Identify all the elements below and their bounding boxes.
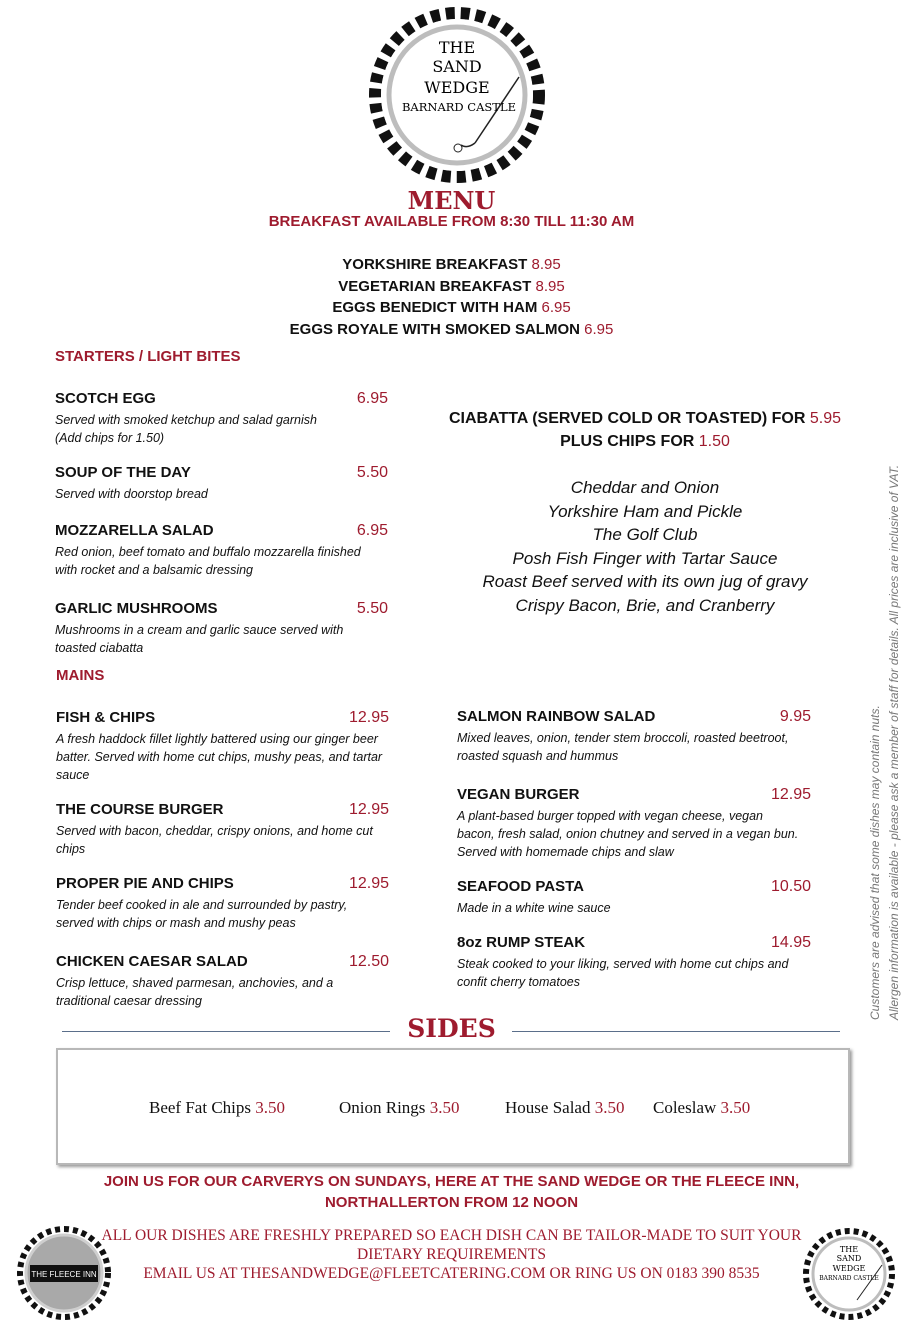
breakfast-price: 8.95 xyxy=(531,256,561,273)
side-item xyxy=(505,1098,624,1118)
item-description xyxy=(55,621,388,657)
logo-line: SAND xyxy=(432,57,482,76)
filling-item: The Golf Club xyxy=(592,525,698,544)
logo-line: THE xyxy=(438,38,476,57)
item-description xyxy=(56,896,389,932)
description-line: Served with smoked ketchup and salad garnish xyxy=(55,413,317,427)
breakfast-item xyxy=(0,276,903,298)
menu-item xyxy=(56,953,389,1010)
item-name: MOZZARELLA SALAD xyxy=(55,522,214,539)
breakfast-item xyxy=(0,319,903,341)
logo-line: THE xyxy=(839,1245,859,1254)
description-line: Tender beef cooked in ale and surrounded by pastry, xyxy=(56,898,348,912)
item-name: PROPER PIE AND CHIPS xyxy=(56,875,234,892)
description-line: batter. Served with home cut chips, mushy peas, and tartar xyxy=(56,750,383,764)
description-line: Served with homemade chips and slaw xyxy=(457,845,674,859)
breakfast-hours: BREAKFAST AVAILABLE FROM 8:30 TILL 11:30 AM xyxy=(268,213,635,230)
description-line: chips xyxy=(56,842,86,856)
description-line: Made in a white wine sauce xyxy=(457,901,611,915)
item-price: 10.50 xyxy=(770,878,811,895)
item-price: 6.95 xyxy=(356,522,388,539)
description-line: sauce xyxy=(56,768,90,782)
side-item xyxy=(149,1098,285,1118)
item-description xyxy=(55,411,388,447)
description-line: Mixed leaves, onion, tender stem broccoli, roasted beetroot, xyxy=(457,731,789,745)
carvery-notice xyxy=(0,1171,903,1213)
item-name: 8oz RUMP STEAK xyxy=(457,934,586,951)
description-line: served with chips or mash and mushy peas xyxy=(56,916,296,930)
side-name: Onion Rings xyxy=(339,1098,426,1117)
item-name: SEAFOOD PASTA xyxy=(457,878,584,895)
description-line: Red onion, beef tomato and buffalo mozzarella finished xyxy=(55,545,361,559)
sand-wedge-logo xyxy=(367,5,547,185)
side-item xyxy=(653,1098,750,1118)
breakfast-name: EGGS ROYALE WITH SMOKED SALMON xyxy=(289,320,580,338)
menu-item xyxy=(56,801,389,858)
breakfast-name: VEGETARIAN BREAKFAST xyxy=(338,277,532,295)
menu-item xyxy=(56,709,389,784)
description-line: with rocket and a balsamic dressing xyxy=(55,563,254,577)
sides-heading: SIDES xyxy=(407,1014,496,1043)
breakfast-name: EGGS BENEDICT WITH HAM xyxy=(332,299,538,316)
filling-item: Yorkshire Ham and Pickle xyxy=(547,501,743,521)
description-line: Mushrooms in a cream and garlic sauce served with xyxy=(55,623,344,637)
chips-price: 1.50 xyxy=(698,433,730,450)
item-description xyxy=(55,485,388,503)
item-description xyxy=(457,807,811,861)
filling-item: Cheddar and Onion xyxy=(570,478,720,497)
item-price: 5.50 xyxy=(356,600,388,617)
menu-item xyxy=(457,708,811,765)
logo-line: SAND xyxy=(836,1254,862,1263)
fleece-logo-text: THE FLEECE INN xyxy=(31,1270,97,1279)
logo-line: WEDGE xyxy=(832,1264,866,1273)
ciabatta-offer xyxy=(430,407,860,453)
item-description xyxy=(55,543,388,579)
item-description xyxy=(56,974,389,1010)
breakfast-list xyxy=(0,254,903,340)
ciabatta-label: CIABATTA (SERVED COLD OR TOASTED) FOR xyxy=(448,410,806,427)
side-name: Beef Fat Chips xyxy=(149,1098,251,1117)
item-name: CHICKEN CAESAR SALAD xyxy=(56,953,248,970)
filling-item: Posh Fish Finger with Tartar Sauce xyxy=(512,548,778,568)
description-line: Crisp lettuce, shaved parmesan, anchovies, and a xyxy=(56,976,334,990)
footer-line: DIETARY REQUIREMENTS xyxy=(357,1246,546,1263)
side-name: House Salad xyxy=(505,1098,591,1117)
menu-item xyxy=(55,522,388,579)
menu-item xyxy=(55,390,388,447)
breakfast-item xyxy=(0,297,903,319)
menu-item xyxy=(457,786,811,861)
side-price: 3.50 xyxy=(594,1098,625,1117)
breakfast-price: 6.95 xyxy=(541,299,571,316)
menu-item xyxy=(55,464,388,503)
item-price: 9.95 xyxy=(779,708,811,725)
starters-heading: STARTERS / LIGHT BITES xyxy=(55,348,241,365)
description-line: A plant-based burger topped with vegan cheese, vegan xyxy=(457,809,763,823)
description-line: Served with doorstop bread xyxy=(55,487,208,501)
description-line: Served with bacon, cheddar, crispy onions, and home cut xyxy=(56,824,373,838)
description-line: roasted squash and hummus xyxy=(457,749,619,763)
item-price: 12.50 xyxy=(348,953,389,970)
ciabatta-price: 5.95 xyxy=(809,410,842,427)
breakfast-price: 8.95 xyxy=(535,277,565,295)
item-name: VEGAN BURGER xyxy=(457,786,580,803)
description-line: traditional caesar dressing xyxy=(56,994,202,1008)
breakfast-name: YORKSHIRE BREAKFAST xyxy=(342,256,528,273)
logo-line: WEDGE xyxy=(424,78,490,97)
description-line: bacon, fresh salad, onion chutney and served in a vegan bun. xyxy=(457,827,799,841)
menu-item xyxy=(55,600,388,657)
side-price: 3.50 xyxy=(429,1098,460,1117)
breakfast-item xyxy=(0,254,903,276)
breakfast-price: 6.95 xyxy=(584,320,614,338)
side-name: Coleslaw xyxy=(653,1098,717,1117)
item-price: 12.95 xyxy=(348,709,389,726)
menu-item xyxy=(457,878,811,917)
item-description xyxy=(56,730,389,784)
footer-line: ALL OUR DISHES ARE FRESHLY PREPARED SO EACH DISH CAN BE TAILOR-MADE TO SUIT YOUR xyxy=(101,1227,802,1244)
item-price: 6.95 xyxy=(356,390,388,407)
allergen-vat-note: Allergen information is available - please ask a member of staff for details. All prices are inclusive of VAT. xyxy=(887,464,901,1020)
item-name: SCOTCH EGG xyxy=(55,390,156,407)
item-name: SOUP OF THE DAY xyxy=(55,464,191,481)
description-line: confit cherry tomatoes xyxy=(457,975,580,989)
fleece-inn-logo xyxy=(16,1225,112,1321)
footer-info xyxy=(0,1226,903,1283)
item-description xyxy=(457,729,811,765)
item-name: THE COURSE BURGER xyxy=(56,801,224,818)
item-price: 12.95 xyxy=(348,801,389,818)
description-line: (Add chips for 1.50) xyxy=(55,431,165,445)
filling-item: Crispy Bacon, Brie, and Cranberry xyxy=(515,595,775,615)
page-title: MENU xyxy=(407,186,496,215)
item-description xyxy=(457,899,811,917)
item-price: 14.95 xyxy=(770,934,811,951)
logo-line: BARNARD CASTLE xyxy=(401,100,517,114)
description-line: Steak cooked to your liking, served with home cut chips and xyxy=(457,957,789,971)
mains-heading: MAINS xyxy=(56,667,105,684)
filling-item: Roast Beef served with its own jug of gravy xyxy=(482,572,808,591)
ciabatta-fillings xyxy=(430,476,860,617)
side-price: 3.50 xyxy=(720,1098,751,1117)
description-line: toasted ciabatta xyxy=(55,641,144,655)
menu-item xyxy=(56,875,389,932)
item-name: FISH & CHIPS xyxy=(56,709,156,726)
description-line: A fresh haddock fillet lightly battered using our ginger beer xyxy=(56,732,378,746)
sand-wedge-logo-small xyxy=(802,1227,896,1321)
side-item xyxy=(339,1098,459,1118)
nuts-note: Customers are advised that some dishes may contain nuts. xyxy=(868,705,882,1020)
carvery-line: NORTHALLERTON FROM 12 NOON xyxy=(324,1194,579,1211)
chips-label: PLUS CHIPS FOR xyxy=(560,433,695,450)
side-price: 3.50 xyxy=(255,1098,285,1117)
item-price: 12.95 xyxy=(770,786,811,803)
item-name: GARLIC MUSHROOMS xyxy=(55,600,218,617)
item-price: 12.95 xyxy=(348,875,389,892)
allergen-note xyxy=(866,380,904,1020)
item-description xyxy=(56,822,389,858)
contact-line: EMAIL US AT THESANDWEDGE@FLEETCATERING.COM OR RING US ON 0183 390 8535 xyxy=(143,1265,760,1282)
item-description xyxy=(457,955,811,991)
menu-item xyxy=(457,934,811,991)
logo-line: BARNARD CASTLE xyxy=(819,1275,879,1282)
item-name: SALMON RAINBOW SALAD xyxy=(457,708,656,725)
item-price: 5.50 xyxy=(356,464,388,481)
carvery-line: JOIN US FOR OUR CARVERYS ON SUNDAYS, HERE AT THE SAND WEDGE OR THE FLEECE INN, xyxy=(103,1173,800,1190)
